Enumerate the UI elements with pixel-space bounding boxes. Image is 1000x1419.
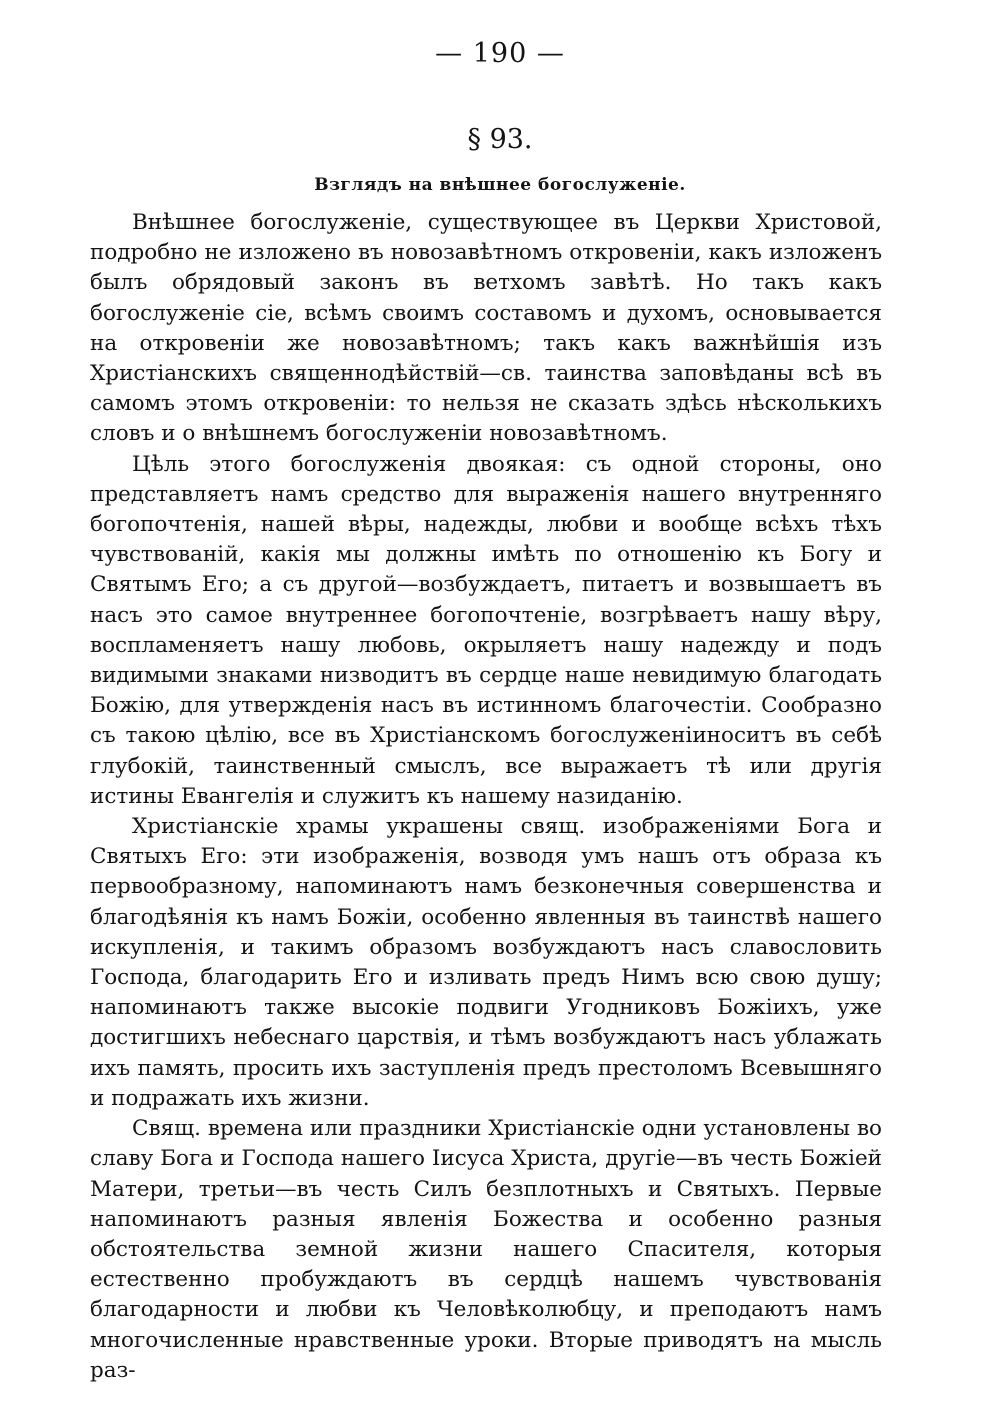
paragraph-1: Внѣшнее богослуженіе, существующее въ Церкви Христовой, подробно не изложено въ новозавѣтномъ откровеніи, какъ изложенъ былъ обрядовый законъ въ ветхомъ завѣтѣ. Но такъ какъ богослуженіе сіе, всѣмъ своимъ составомъ и духомъ, основывается на откровеніи же новозавѣтномъ; такъ какъ важнѣйшія изъ Христіанскихъ священнодѣйствій—св. таинства заповѣданы всѣ въ самомъ этомъ откровеніи: то нельзя не сказать здѣсь нѣсколькихъ словъ и о внѣшнемъ богослуженіи новозавѣтномъ.: [90, 210, 882, 447]
section-number: § 93.: [467, 124, 533, 155]
paragraph-2: Цѣль этого богослуженія двоякая: съ одной стороны, оно представляетъ намъ средство для выраженія нашего внутренняго богопочтенія, нашей вѣры, надежды, любви и вообще всѣхъ тѣхъ чувствованій, какія мы должны имѣть по отношенію къ Богу и Святымъ Его; а съ другой—возбуждаетъ, питаетъ и возвышаетъ въ насъ это самое внутреннее богопочтеніе, возгрѣваетъ нашу вѣру, воспламеняетъ нашу любовь, окрыляетъ нашу надежду и подъ видимыми знаками низводитъ въ сердце наше невидимую благодать Божію, для утвержденія насъ въ истинномъ благочестіи. Сообразно съ такою цѣлію, все въ Христіанскомъ богослуженіиноситъ въ себѣ глубокій, таинственный смыслъ, все выражаетъ тѣ или другія истины Евангелія и служитъ къ нашему назиданію.: [90, 451, 882, 809]
paragraph-3: Христіанскіе храмы украшены свящ. изображеніями Бога и Святыхъ Его: эти изображенія, возводя умъ нашъ отъ образа къ первообразному, напоминаютъ намъ безконечныя совершенства и благодѣянія къ намъ Божіи, особенно явленныя въ таинствѣ нашего искупленія, и такимъ образомъ возбуждаютъ насъ славословить Господа, благодарить Его и изливать предъ Нимъ всю свою душу; напоминаютъ также высокіе подвиги Угодниковъ Божіихъ, уже достигшихъ небеснаго царствія, и тѣмъ возбуждаютъ насъ ублажать ихъ память, просить ихъ заступленія предъ престоломъ Всевышняго и подражать ихъ жизни.: [90, 814, 882, 1111]
body-text: [90, 208, 882, 1386]
paragraph-4: Свящ. времена или праздники Христіанскіе одни установлены во славу Бога и Господа нашего Іисуса Христа, другіе—въ честь Божіей Матери, третьи—въ честь Силъ безплотныхъ и Святыхъ. Первые напоминаютъ разныя явленія Божества и особенно разныя обстоятельства земной жизни нашего Спасителя, которыя естественно пробуждаютъ въ сердцѣ нашемъ чувствованія благодарности и любви къ Человѣколюбцу, и преподаютъ намъ многочисленные нравственные уроки. Вторые приводятъ на мысль раз-: [90, 1116, 882, 1383]
page-number: — 190 —: [435, 38, 565, 69]
section-title: Взглядъ на внѣшнее богослуженіе.: [314, 175, 686, 195]
